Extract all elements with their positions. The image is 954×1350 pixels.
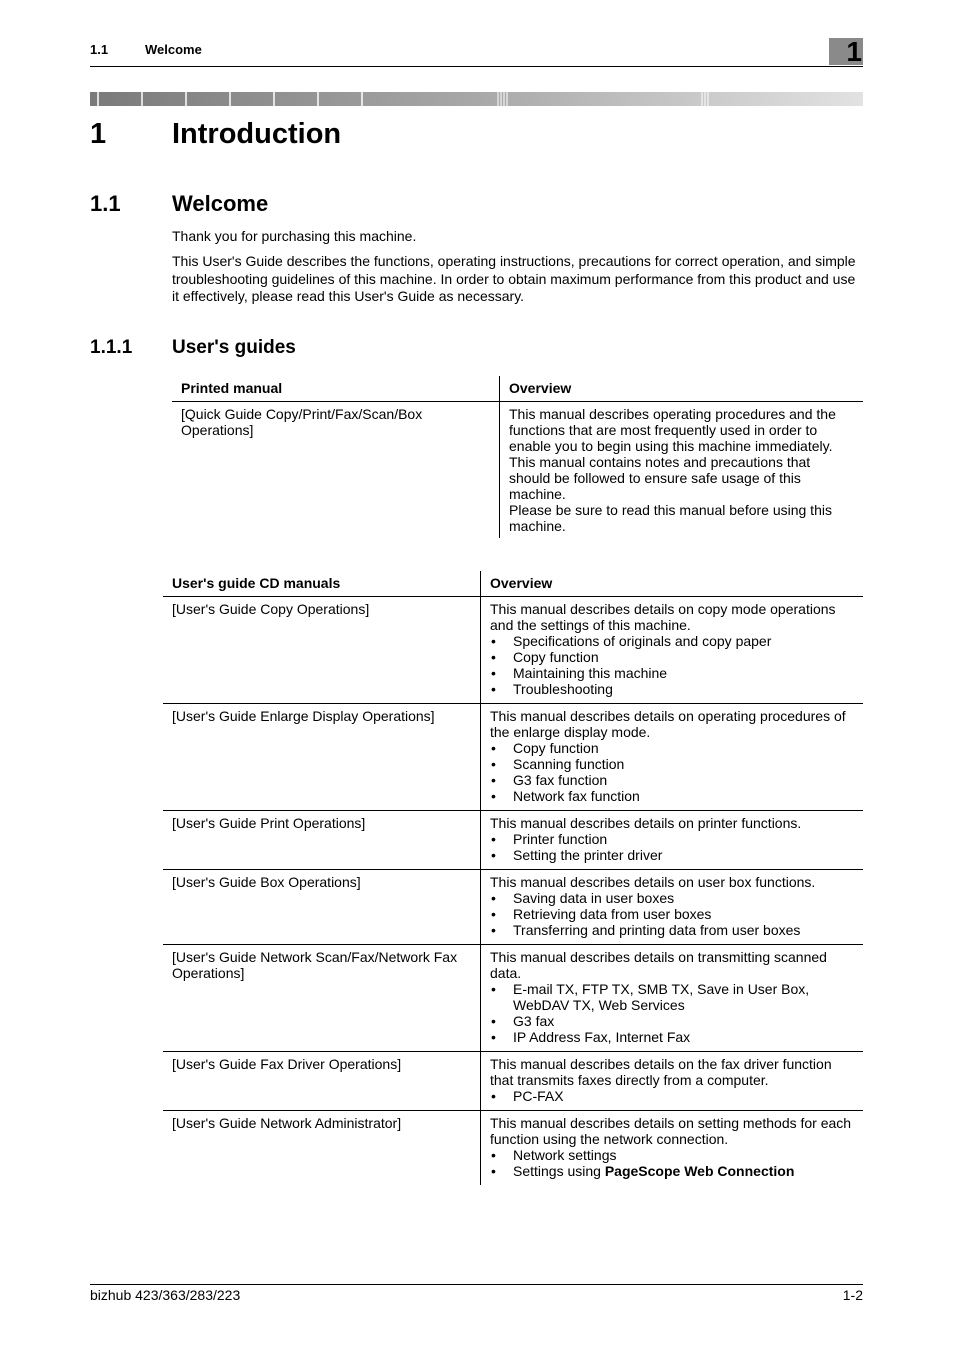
section-title: Welcome	[172, 191, 269, 216]
bullet-list	[490, 981, 855, 1045]
table-row	[163, 811, 863, 870]
manual-name-cell: [User's Guide Enlarge Display Operations]	[163, 704, 481, 811]
table-row	[163, 945, 863, 1052]
list-item-prefix: Settings using	[513, 1163, 605, 1179]
bullet-list	[490, 831, 855, 863]
overview-text: Please be sure to read this manual before using this machine.	[509, 502, 832, 534]
overview-cell	[481, 704, 864, 811]
manual-name-cell: [User's Guide Print Operations]	[163, 811, 481, 870]
manual-name-cell: [User's Guide Copy Operations]	[163, 597, 481, 704]
overview-text: This manual describes details on the fax driver function that transmits faxes directly from a computer.	[490, 1056, 832, 1088]
bullet-list	[490, 633, 855, 697]
chapter-number: 1	[90, 118, 107, 150]
list-item: • Specifications of originals and copy paper	[490, 633, 855, 649]
footer-page-number: 1-2	[842, 1287, 863, 1303]
manual-name-cell: [Quick Guide Copy/Print/Fax/Scan/Box Operations]	[172, 402, 500, 539]
subsection-number: 1.1.1	[90, 337, 133, 358]
list-item: • Transferring and printing data from user boxes	[490, 922, 855, 938]
table-row	[163, 870, 863, 945]
overview-text: This manual describes details on copy mode operations and the settings of this machine.	[490, 601, 836, 633]
overview-cell	[481, 945, 864, 1052]
footer-model: bizhub 423/363/283/223	[90, 1287, 241, 1303]
list-item: • Retrieving data from user boxes	[490, 906, 855, 922]
manual-name-cell: [User's Guide Fax Driver Operations]	[163, 1052, 481, 1111]
overview-text: This manual contains notes and precautions that should be followed to ensure safe usage of this machine.	[509, 454, 811, 502]
list-item: • Scanning function	[490, 756, 855, 772]
manual-name-cell: [User's Guide Box Operations]	[163, 870, 481, 945]
list-item: • Copy function	[490, 649, 855, 665]
intro-paragraph-thanks: Thank you for purchasing this machine.	[172, 228, 417, 244]
bullet-list	[490, 1088, 855, 1104]
list-item: • Maintaining this machine	[490, 665, 855, 681]
list-item: • PC-FAX	[490, 1088, 855, 1104]
chapter-title: Introduction	[172, 118, 342, 150]
bullet-list	[490, 740, 855, 804]
overview-text: This manual describes details on printer functions.	[490, 815, 802, 831]
list-item: • E-mail TX, FTP TX, SMB TX, Save in User Box, WebDAV TX, Web Services	[490, 981, 855, 1013]
bullet-list	[490, 890, 855, 938]
list-item: • Network fax function	[490, 788, 855, 804]
table-row	[163, 1111, 863, 1186]
overview-cell	[481, 597, 864, 704]
overview-text: This manual describes details on operating procedures of the enlarge display mode.	[490, 708, 846, 740]
table-row	[172, 402, 863, 539]
list-item: • Troubleshooting	[490, 681, 855, 697]
overview-text: This manual describes operating procedures and the functions that are most frequently used in order to enable you to begin using this machine immediately.	[509, 406, 836, 454]
list-item: • G3 fax	[490, 1013, 855, 1029]
list-item: • Printer function	[490, 831, 855, 847]
overview-cell	[500, 402, 864, 539]
section-number: 1.1	[90, 191, 121, 216]
list-item: • G3 fax function	[490, 772, 855, 788]
overview-cell	[481, 1111, 864, 1186]
table-row	[163, 704, 863, 811]
list-item: • Saving data in user boxes	[490, 890, 855, 906]
overview-text: This manual describes details on transmitting scanned data.	[490, 949, 827, 981]
list-item	[490, 1163, 855, 1179]
table-row	[163, 597, 863, 704]
overview-cell	[481, 870, 864, 945]
manual-name-cell: [User's Guide Network Scan/Fax/Network Fax Operations]	[163, 945, 481, 1052]
bullet-list	[490, 1147, 855, 1179]
page-footer	[90, 1284, 863, 1303]
list-item: • Copy function	[490, 740, 855, 756]
list-item: • IP Address Fax, Internet Fax	[490, 1029, 855, 1045]
column-header-printed-manual: Printed manual	[172, 376, 500, 402]
printed-manual-table	[172, 376, 863, 538]
product-name: PageScope Web Connection	[604, 1163, 795, 1179]
column-header-overview: Overview	[481, 571, 864, 597]
manual-name-cell: [User's Guide Network Administrator]	[163, 1111, 481, 1186]
header-chapter-number: 1	[846, 36, 862, 67]
intro-paragraph-description: This User's Guide describes the functions, operating instructions, precautions for correct operation, and simple troubleshooting guidelines of this machine. In order to obtain maximum performance from this product and use it effectively, please read this User's Guide as necessary.	[172, 253, 856, 304]
table-row	[163, 1052, 863, 1111]
overview-text: This manual describes details on setting methods for each function using the network connection.	[490, 1115, 852, 1147]
table-header-row	[172, 376, 863, 402]
overview-cell	[481, 811, 864, 870]
running-header	[90, 36, 863, 67]
header-chapter-tab	[829, 38, 863, 65]
header-section-number: 1.1	[90, 42, 109, 57]
cd-manuals-table	[163, 571, 863, 1185]
subsection-title: User's guides	[172, 337, 296, 358]
list-item: • Setting the printer driver	[490, 847, 855, 863]
table-header-row	[163, 571, 863, 597]
column-header-cd-manuals: User's guide CD manuals	[163, 571, 481, 597]
overview-text: This manual describes details on user box functions.	[490, 874, 816, 890]
column-header-overview: Overview	[500, 376, 864, 402]
list-item: • Network settings	[490, 1147, 855, 1163]
overview-cell	[481, 1052, 864, 1111]
decorative-gradient-band	[90, 92, 863, 106]
header-section-title: Welcome	[145, 42, 202, 57]
